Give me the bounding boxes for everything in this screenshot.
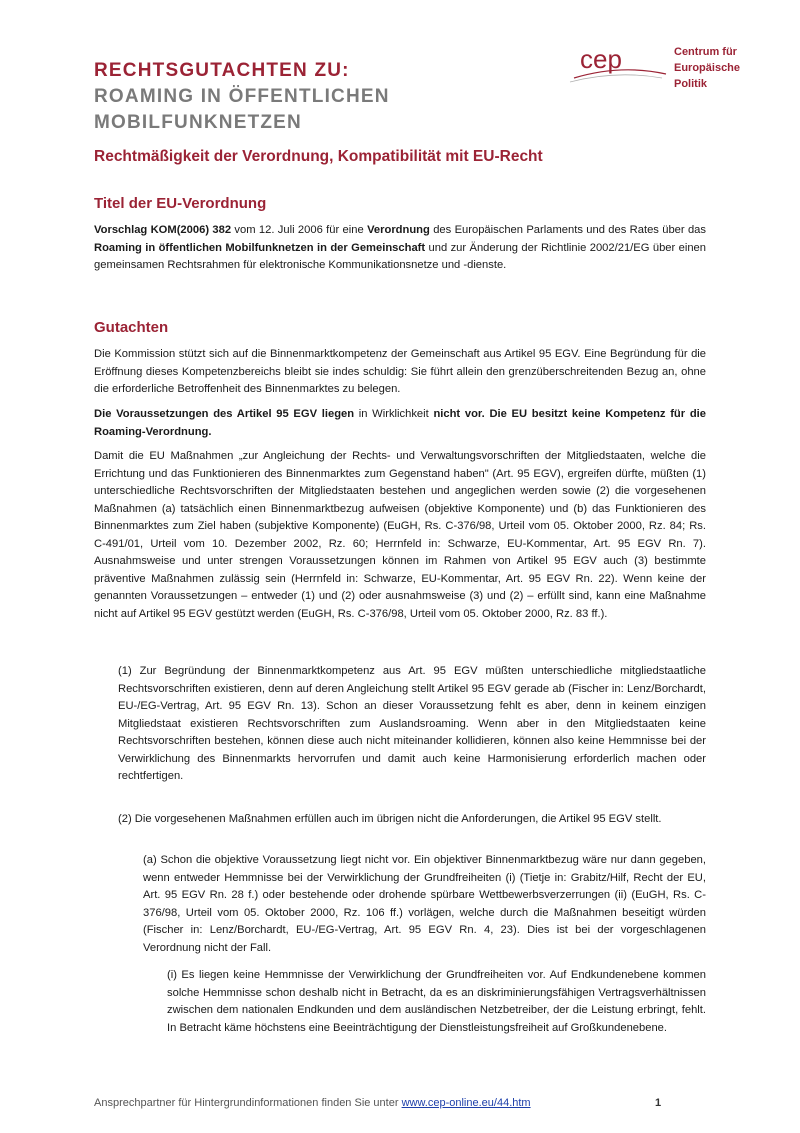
paragraph-gutachten-6: (a) Schon die objektive Voraussetzung liegt nicht vor. Ein objektiver Binnenmarktbezug wäre nur dann gegeben, wenn entweder Hemmnisse bei der Verwirklichung der Grundfreiheiten (i) (Tietje in: Grabitz/Hilf, Recht der EU, Art. 95 EGV Rn. 28 f.) oder bestehende oder drohende spürbare Wettbewerbsverzerrungen (ii) (EuGH, Rs. C-376/98, Urteil vom 05. Oktober 2000, Rz. 106 ff.) vorlägen, welche durch die Maßnahmen beseitigt würden (Fischer in: Lenz/Borchardt, EU-/EG-Vertrag, Art. 95 EGV Rn. 4, 23). Dies ist bei der vorgeschlagenen Verordnung nicht der Fall. [143, 854, 706, 954]
page-number: 1 [655, 1097, 662, 1109]
logo-caption-line-1: Centrum für [674, 46, 737, 58]
document-title [94, 58, 390, 136]
section-heading-title: Titel der EU-Verordnung [94, 195, 267, 212]
footer-text: Ansprechpartner für Hintergrundinformationen finden Sie unter [94, 1097, 402, 1109]
page-footer [94, 1097, 706, 1109]
document-subtitle: Rechtmäßigkeit der Verordnung, Kompatibilität mit EU-Recht [94, 148, 543, 165]
title-line-3: MOBILFUNKNETZEN [94, 112, 302, 133]
title-line-1: RECHTSGUTACHTEN ZU: [94, 60, 350, 81]
paragraph-gutachten-2: Die Voraussetzungen des Artikel 95 EGV liegen in Wirklichkeit nicht vor. Die EU besitzt keine Kompetenz für die Roaming-Verordnung. [94, 408, 706, 438]
paragraph-gutachten-7: (i) Es liegen keine Hemmnisse der Verwirklichung der Grundfreiheiten vor. Auf Endkundenebene kommen solche Hemmnisse schon deshalb nicht in Betracht, da es an diskriminierungsfähigen Vertragsverhältnissen zwischen dem nationalen Endkunden und dem ausländischen Netzbetreiber, der die Leistung erbringt, fehlt. In Betracht käme höchstens eine Beeinträchtigung der Dienstleistungsfreiheit auf Großkundenebene. [167, 969, 706, 1034]
logo-caption-line-3: Politik [674, 78, 708, 90]
logo-caption-line-2: Europäische [674, 62, 741, 74]
paragraph-gutachten-5: (2) Die vorgesehenen Maßnahmen erfüllen auch im übrigen nicht die Anforderungen, die Artikel 95 EGV stellt. [118, 813, 662, 825]
paragraph-gutachten-3: Damit die EU Maßnahmen „zur Angleichung der Rechts- und Verwaltungsvorschriften der Mitgliedstaaten, welche die Errichtung und das Funktionieren des Binnenmarktes zum Gegenstand haben" (Art. 95 EGV), ergreifen dürfte, müßten (1) unterschiedliche Rechtsvorschriften der Mitgliedstaaten bestehen und angeglichen werden sowie (2) die vorgesehenen Maßnahmen (a) tatsächlich einen Binnenmarktbezug aufweisen (objektive Komponente) und (b) das Funktionieren des Binnenmarktes zum Ziel haben (subjektive Komponente) (EuGH, Rs. C-376/98, Urteil vom 05. Oktober 2000, Rz. 84; Rs. C-491/01, Urteil vom 10. Dezember 2002, Rz. 60; Herrnfeld in: Schwarze, EU-Kommentar, Art. 95 EGV Rn. 7). Ausnahmsweise und unter strengen Voraussetzungen können im Rahmen von Artikel 95 EGV auch (3) bestimmte präventive Maßnahmen zulässig sein (Herrnfeld in: Schwarze, EU-Kommentar, Art. 95 EGV Rn. 22). Wenn keine der genannten Voraussetzungen – entweder (1) und (2) oder ausnahmsweise (3) und (2) – erfüllt sind, kann eine Maßnahme nicht auf Artikel 95 EGV gestützt werden (EuGH, Rs. C-376/98, Urteil vom 05. Oktober 2000, Rz. 83 ff.). [94, 450, 706, 620]
paragraph-gutachten-4: (1) Zur Begründung der Binnenmarktkompetenz aus Art. 95 EGV müßten unterschiedliche mitgliedstaatliche Rechtsvorschriften existieren, denn auf deren Angleichung stellt Artikel 95 EGV gerade ab (Fischer in: Lenz/Borchardt, EU-/EG-Vertrag, Art. 95 EGV Rn. 13). Schon an dieser Voraussetzung fehlt es aber, denn in keinem einzigen Mitgliedstaat existieren Rechtsvorschriften zum Auslandsroaming. Wenn aber in den Mitgliedstaaten keine Rechtsvorschriften bestehen, können diese auch nicht miteinander kollidieren, können also keine Hemmnisse bei der Verwirklichung des Binnenmarkts hervorrufen und damit auch keine Harmonisierung erforderlich machen oder rechtfertigen. [118, 665, 706, 782]
paragraph-gutachten-1: Die Kommission stützt sich auf die Binnenmarktkompetenz der Gemeinschaft aus Artikel 95 EGV. Eine Begründung für die Eröffnung dieses Kompetenzbereichs bleibt sie indes schuldig: Sie führt allein den grenzüberschreitenden Bezug an, ohne die erforderliche Betroffenheit des Binnenmarktes zu belegen. [94, 348, 706, 395]
section-heading-gutachten: Gutachten [94, 319, 169, 336]
paragraph-title-of-regulation: Vorschlag KOM(2006) 382 vom 12. Juli 2006 für eine Verordnung des Europäischen Parlaments und des Rates über das Roaming in öffentlichen Mobilfunknetzen in der Gemeinschaft und zur Änderung der Richtlinie 2002/21/EG über einen gemeinsamen Rechtsrahmen für elektronische Kommunikationsnetze und -dienste. [94, 224, 706, 271]
footer-link[interactable]: www.cep-online.eu/44.htm [401, 1097, 531, 1109]
logo-wordmark: cep [580, 44, 622, 74]
title-line-2: ROAMING IN ÖFFENTLICHEN [94, 86, 390, 107]
logo-caption [674, 44, 740, 92]
